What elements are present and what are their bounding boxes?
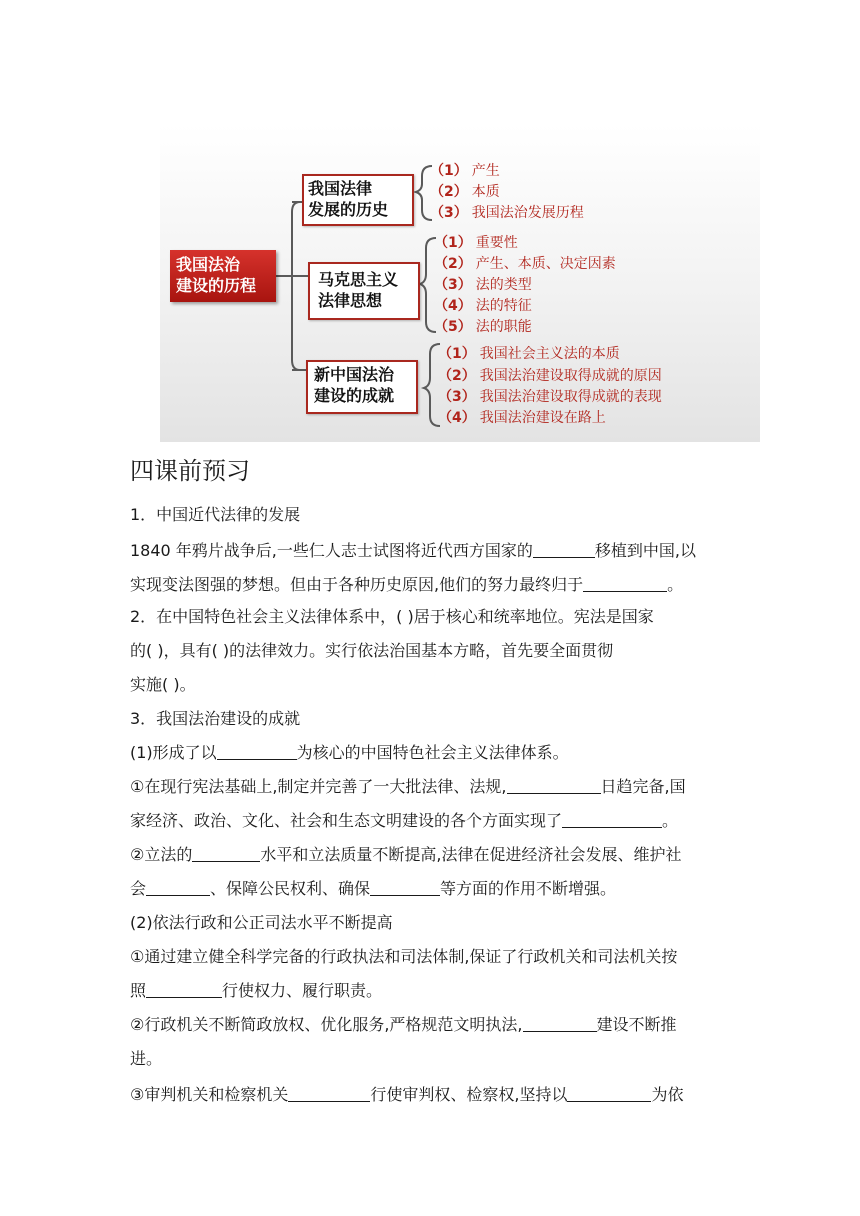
fill-blank[interactable]	[583, 575, 667, 592]
leaf-item: （2） 本质	[430, 184, 500, 200]
branch-node-line: 马克思主义	[318, 270, 399, 289]
text-line: (2)依法行政和公正司法水平不断提高	[130, 913, 393, 932]
fill-blank[interactable]	[288, 1085, 370, 1102]
leaf-item: （3） 我国法治发展历程	[430, 205, 584, 221]
fill-blank[interactable]	[523, 1015, 597, 1032]
fill-blank[interactable]	[567, 1085, 651, 1102]
branch-node-line: 我国法律	[308, 179, 373, 198]
text-line: ①通过建立健全科学完备的行政执法和司法体制,保证了行政机关和司法机关按	[130, 947, 678, 966]
fill-blank[interactable]	[217, 743, 297, 760]
root-node-line-2: 建设的历程	[176, 276, 257, 295]
text-line: ②立法的 水平和立法质量不断提高,法律在促进经济社会发展、维护社	[130, 845, 682, 864]
root-node-line-1: 我国法治	[176, 255, 241, 274]
branch-node-line: 建设的成就	[314, 386, 395, 405]
fill-blank[interactable]	[507, 777, 601, 794]
leaf-item: （4） 法的特征	[434, 298, 532, 314]
text-line: 的( )，具有( )的法律效力。实行依法治国基本方略，首先要全面贯彻	[130, 641, 614, 660]
fill-blank[interactable]	[146, 879, 210, 896]
text-line: 2．在中国特色社会主义法律体系中，( )居于核心和统率地位。宪法是国家	[130, 607, 654, 626]
text-line: 照 行使权力、履行职责。	[130, 981, 383, 1000]
leaf-item: （1） 产生	[430, 163, 500, 179]
leaf-item: （2） 产生、本质、决定因素	[434, 256, 616, 272]
question-3-title: 3．我国法治建设的成就	[130, 709, 301, 728]
fill-blank[interactable]	[146, 981, 222, 998]
fill-blank[interactable]	[533, 541, 595, 558]
fill-blank[interactable]	[370, 879, 440, 896]
text-line: 1840 年鸦片战争后,一些仁人志士试图将近代西方国家的 移植到中国,以	[130, 541, 696, 560]
leaf-item: （5） 法的职能	[434, 319, 532, 335]
text-line: 实现变法图强的梦想。但由于各种历史原因,他们的努力最终归于 。	[130, 575, 684, 594]
leaf-item: （3） 我国法治建设取得成就的表现	[438, 389, 662, 405]
text-line: 实施( )。	[130, 675, 196, 694]
branch-node-achievements	[306, 360, 418, 414]
text-line: 会 、保障公民权利、确保 等方面的作用不断增强。	[130, 879, 617, 898]
leaf-item: （3） 法的类型	[434, 277, 532, 293]
section-heading: 四课前预习	[130, 457, 250, 485]
fill-blank[interactable]	[192, 845, 260, 862]
branch-node-line: 发展的历史	[308, 200, 389, 219]
branch-node-line: 新中国法治	[314, 365, 395, 384]
text-line: 家经济、政治、文化、社会和生态文明建设的各个方面实现了 。	[130, 811, 679, 830]
root-node	[170, 250, 276, 302]
text-line: (1)形成了以 为核心的中国特色社会主义法律体系。	[130, 743, 569, 762]
text-line: ②行政机关不断简政放权、优化服务,严格规范文明执法, 建设不断推	[130, 1015, 677, 1034]
fill-blank[interactable]	[562, 811, 662, 828]
question-1-title: 1．中国近代法律的发展	[130, 505, 301, 524]
text-line: ①在现行宪法基础上,制定并完善了一大批法律、法规, 日趋完备,国	[130, 777, 686, 796]
branch-node-history	[302, 174, 414, 226]
branch-node-line: 法律思想	[318, 291, 383, 310]
text-line: ③审判机关和检察机关 行使审判权、检察权,坚持以 为依	[130, 1085, 684, 1104]
branch-node-marxism	[308, 262, 420, 320]
leaf-item: （2） 我国法治建设取得成就的原因	[438, 368, 662, 384]
text-line: 进。	[130, 1049, 163, 1068]
knowledge-structure-diagram	[160, 124, 760, 442]
leaf-item: （4） 我国法治建设在路上	[438, 410, 606, 426]
leaf-item: （1） 我国社会主义法的本质	[438, 346, 620, 362]
leaf-item: （1） 重要性	[434, 235, 518, 251]
